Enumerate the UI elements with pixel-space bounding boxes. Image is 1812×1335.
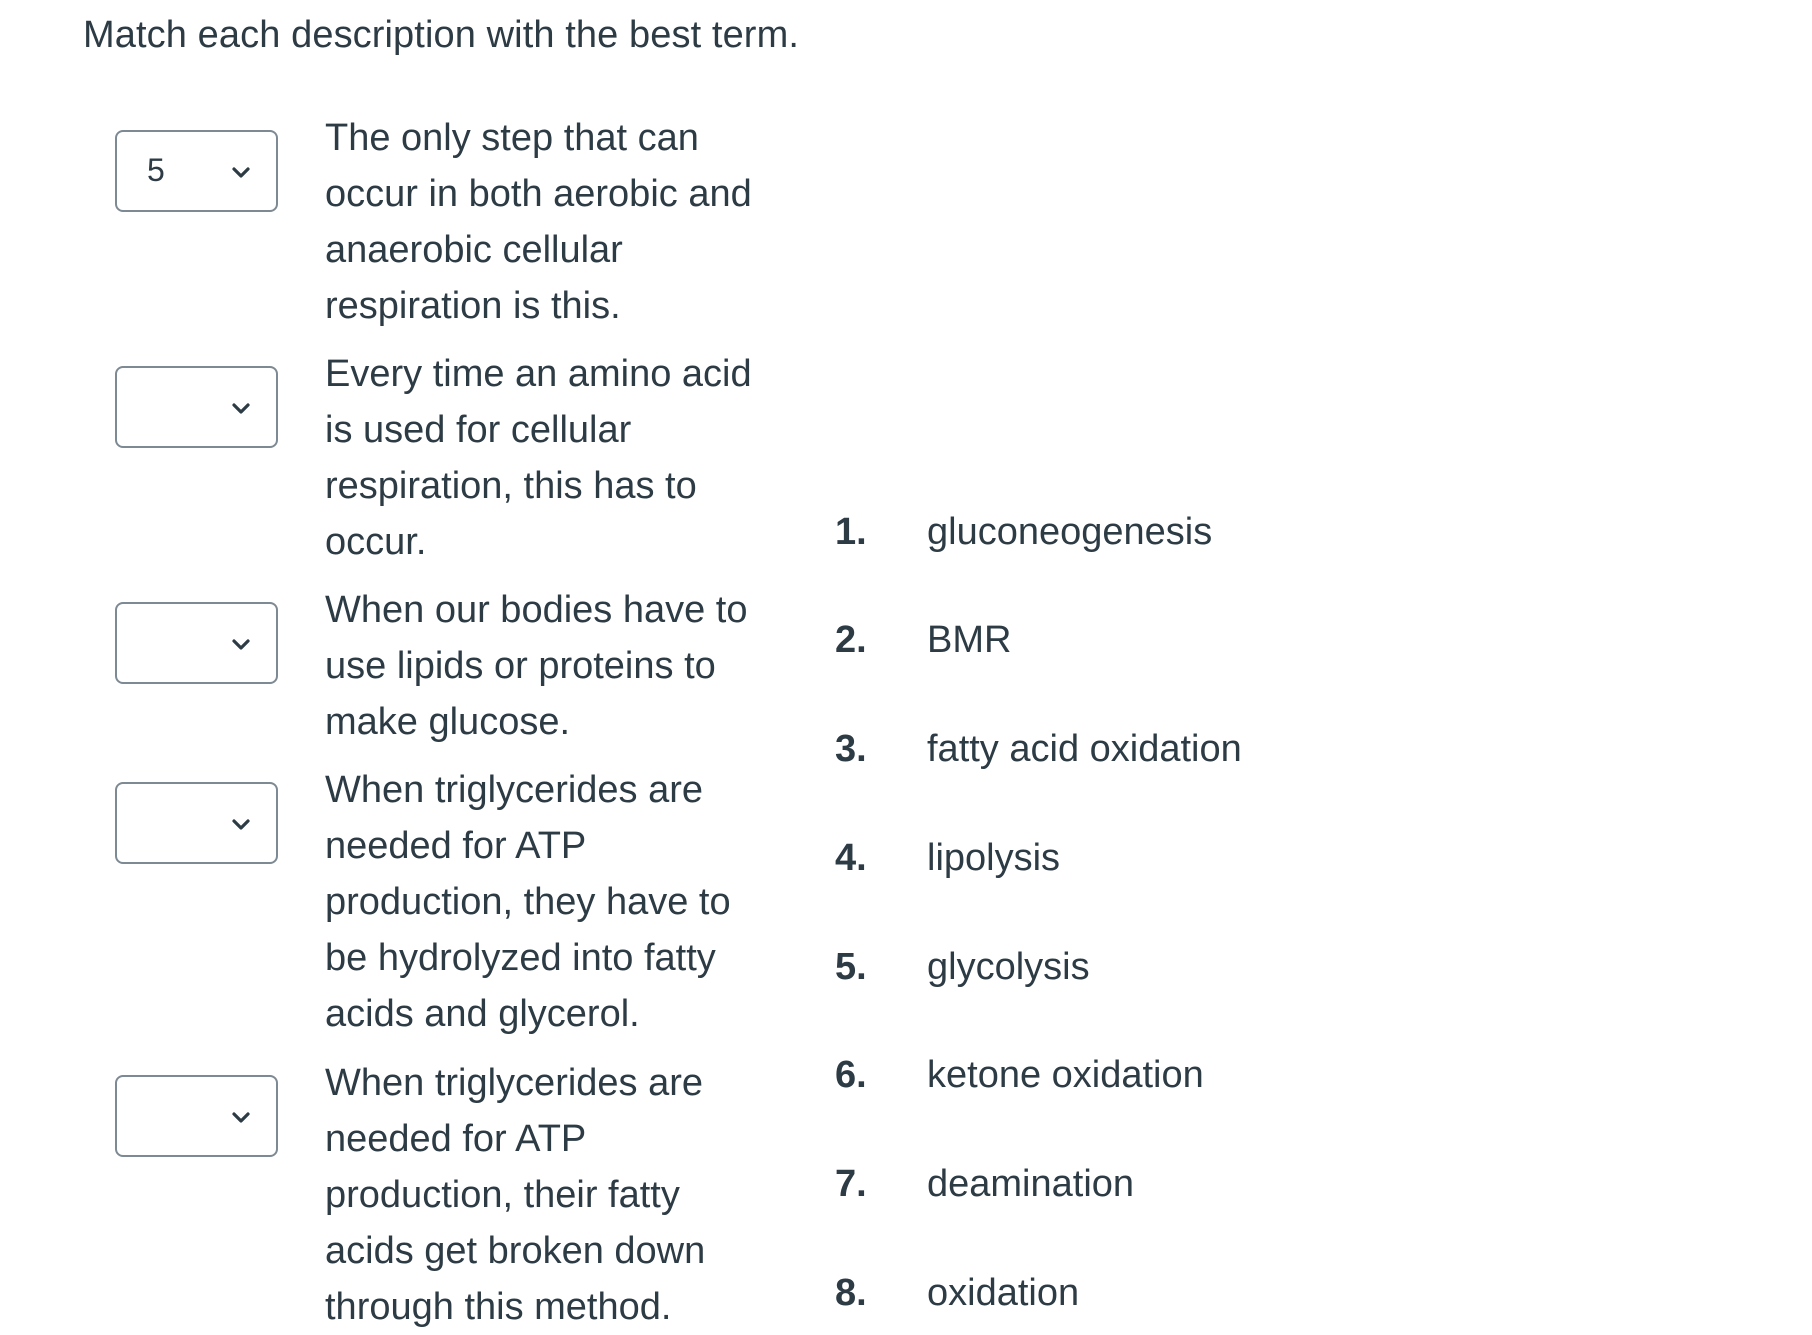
description-4: When triglycerides are needed for ATP production, they have to be hydrolyzed into fatty acids and glycerol. [325, 769, 731, 1035]
term-label: fatty acid oxidation [927, 728, 1242, 770]
term-label: BMR [927, 619, 1012, 661]
term-number: 2. [835, 619, 867, 661]
description-3: When our bodies have to use lipids or proteins to make glucose. [325, 589, 748, 743]
question-instruction: Match each description with the best term. [83, 14, 799, 56]
description-5: When triglycerides are needed for ATP production, their fatty acids get broken down through this method. [325, 1062, 706, 1328]
chevron-down-icon [226, 394, 256, 424]
term-label: glycolysis [927, 946, 1090, 988]
term-number: 8. [835, 1272, 867, 1314]
match-select-2[interactable] [115, 366, 278, 448]
description-2: Every time an amino acid is used for cellular respiration, this has to occur. [325, 353, 752, 563]
chevron-down-icon [226, 630, 256, 660]
chevron-down-icon [226, 1103, 256, 1133]
chevron-down-icon [226, 810, 256, 840]
term-label: oxidation [927, 1272, 1080, 1314]
term-number: 5. [835, 946, 867, 988]
term-number: 1. [835, 511, 867, 553]
match-select-1[interactable] [115, 130, 278, 212]
match-select-5[interactable] [115, 1075, 278, 1157]
term-label: gluconeogenesis [927, 511, 1213, 553]
term-label: ketone oxidation [927, 1054, 1204, 1096]
chevron-down-icon [226, 158, 256, 188]
term-number: 7. [835, 1163, 867, 1205]
term-number: 3. [835, 728, 867, 770]
match-select-1-value: 5 [147, 152, 165, 188]
match-select-3[interactable] [115, 602, 278, 684]
term-label: deamination [927, 1163, 1135, 1205]
match-select-4[interactable] [115, 782, 278, 864]
term-label: lipolysis [927, 837, 1061, 879]
term-number: 6. [835, 1054, 867, 1096]
description-1: The only step that can occur in both aerobic and anaerobic cellular respiration is this. [325, 117, 752, 327]
term-number: 4. [835, 837, 867, 879]
